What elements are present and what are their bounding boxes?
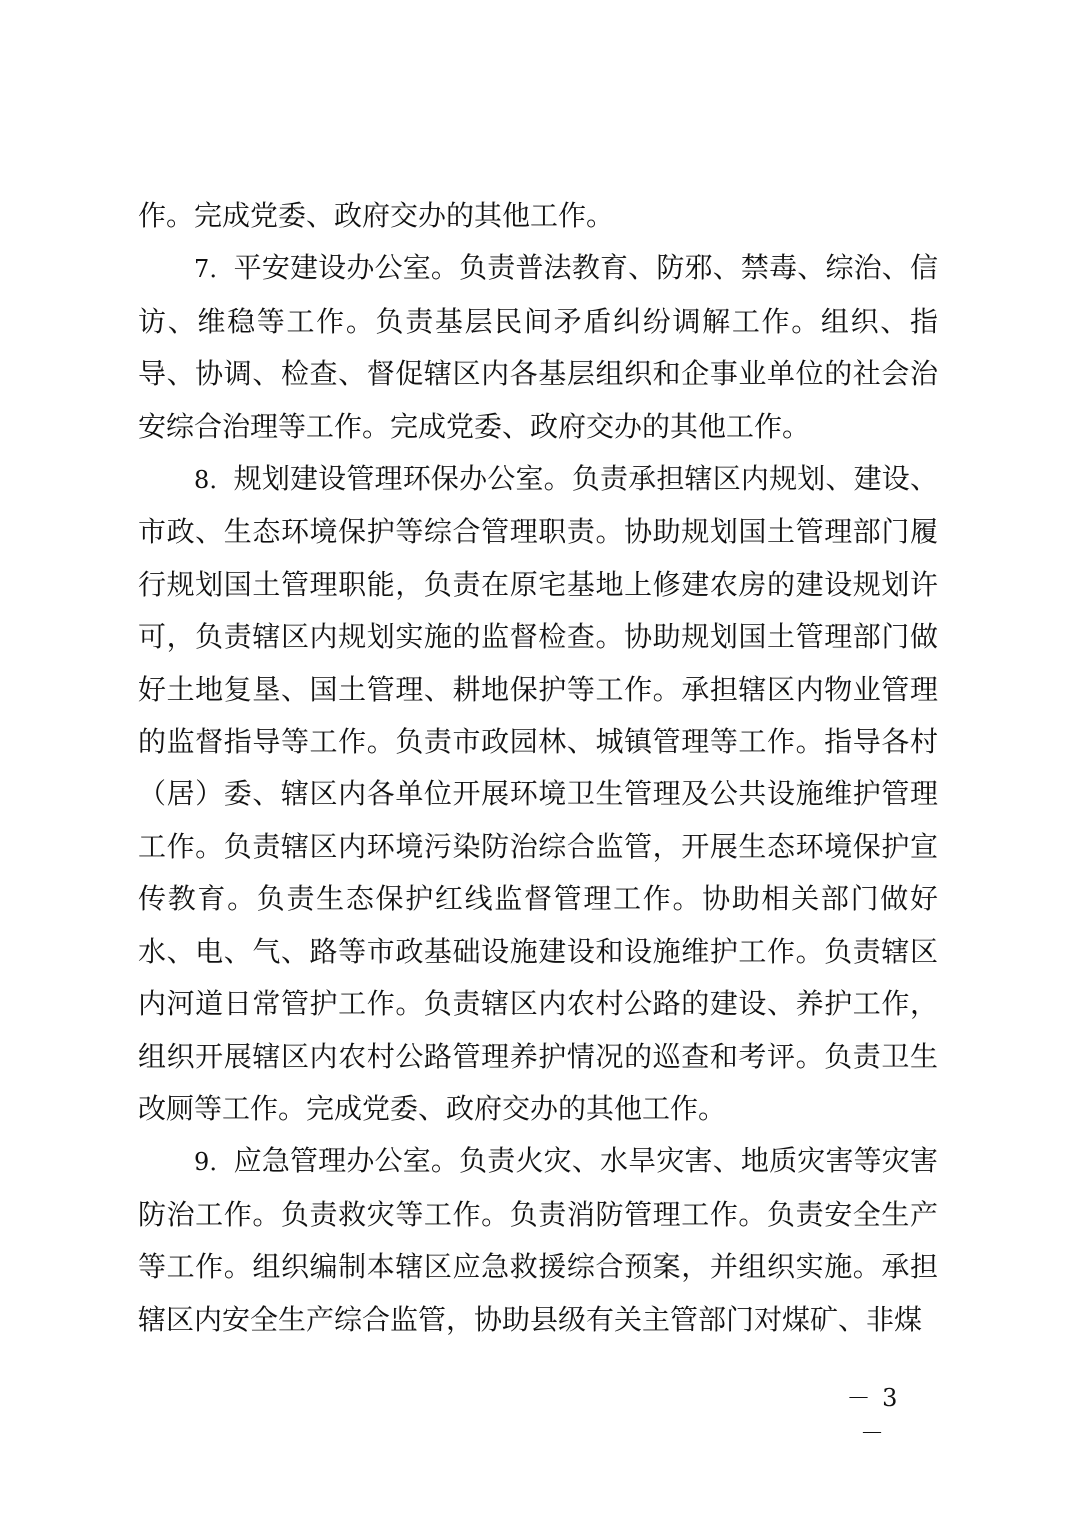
item-number: 7． <box>194 255 234 284</box>
paragraph-text: 平安建设办公室。负责普法教育、防邪、禁毒、综治、信访、维稳等工作。负责基层民间矛盾纠纷调解工作。组织、指导、协调、检查、督促辖区内各基层组织和企事业单位的社会治安综合治理等工作。完成党委、政府交办的其他工作。 <box>138 251 938 443</box>
item-number: 8． <box>194 466 234 495</box>
page-number: － 3 － <box>846 1384 900 1447</box>
paragraph-item-9 <box>138 1135 938 1346</box>
paragraph-text: 规划建设管理环保办公室。负责承担辖区内规划、建设、市政、生态环境保护等综合管理职责。协助规划国土管理部门履行规划国土管理职能，负责在原宅基地上修建农房的建设规划许可，负责辖区内规划实施的监督检查。协助规划国土管理部门做好土地复垦、国土管理、耕地保护等工作。承担辖区内物业管理的监督指导等工作。负责市政园林、城镇管理等工作。指导各村（居）委、辖区内各单位开展环境卫生管理及公共设施维护管理工作。负责辖区内环境污染防治综合监管，开展生态环境保护宣传教育。负责生态保护红线监督管理工作。协助相关部门做好水、电、气、路等市政基础设施建设和设施维护工作。负责辖区内河道日常管护工作。负责辖区内农村公路的建设、养护工作，组织开展辖区内农村公路管理养护情况的巡查和考评。负责卫生改厕等工作。完成党委、政府交办的其他工作。 <box>138 462 938 1125</box>
paragraph-item-8 <box>138 453 938 1135</box>
item-number: 9． <box>194 1148 234 1177</box>
paragraph-text: 作。完成党委、政府交办的其他工作。 <box>138 199 615 232</box>
paragraph-continuation <box>138 190 938 242</box>
paragraph-item-7 <box>138 242 938 453</box>
paragraph-text: 应急管理办公室。负责火灾、水旱灾害、地质灾害等灾害防治工作。负责救灾等工作。负责消防管理工作。负责安全生产等工作。组织编制本辖区应急救援综合预案，并组织实施。承担辖区内安全生产综合监管，协助县级有关主管部门对煤矿、非煤 <box>138 1144 938 1336</box>
document-body <box>138 190 938 1346</box>
